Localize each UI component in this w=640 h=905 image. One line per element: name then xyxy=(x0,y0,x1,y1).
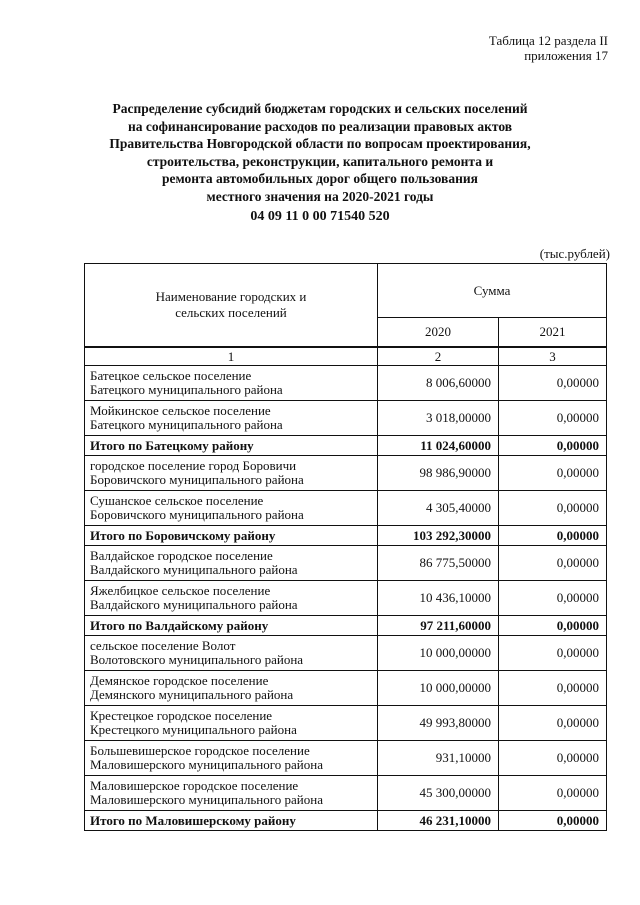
settlement-row xyxy=(85,581,607,616)
amount-2020: 11 024,60000 xyxy=(378,436,499,456)
name-line-1: Демянское городское поселение xyxy=(90,673,269,688)
settlement-row xyxy=(85,366,607,401)
column-number: 2 xyxy=(378,347,499,366)
settlement-row xyxy=(85,401,607,436)
name-line-1: городское поселение город Боровичи xyxy=(90,458,297,473)
amount-2021: 0,00000 xyxy=(499,706,607,741)
amount-2020: 931,10000 xyxy=(378,741,499,776)
amount-2021: 0,00000 xyxy=(499,741,607,776)
name-line-1: Батецкое сельское поселение xyxy=(90,368,252,383)
amount-2020: 4 305,40000 xyxy=(378,491,499,526)
name-line-1: Валдайское городское поселение xyxy=(90,548,273,563)
name-line-1: Итого по Батецкому району xyxy=(90,437,254,453)
district-total-name xyxy=(85,436,378,456)
amount-2021: 0,00000 xyxy=(499,366,607,401)
amount-2020: 103 292,30000 xyxy=(378,526,499,546)
settlement-name xyxy=(85,671,378,706)
amount-2021: 0,00000 xyxy=(499,436,607,456)
subsidy-table xyxy=(84,263,607,831)
name-line-1: Маловишерское городское поселение xyxy=(90,778,299,793)
name-line-2: Боровичского муниципального района xyxy=(90,507,304,522)
name-line-2: Батецкого муниципального района xyxy=(90,417,283,432)
settlement-name xyxy=(85,401,378,436)
title-line: строительства, реконструкции, капитального ремонта и xyxy=(146,153,494,169)
amount-2020: 49 993,80000 xyxy=(378,706,499,741)
table-reference-line-1: Таблица 12 раздела II xyxy=(488,33,608,48)
amount-2020: 86 775,50000 xyxy=(378,546,499,581)
column-header-2021: 2021 xyxy=(499,318,607,348)
title-line: местного значения на 2020-2021 годы xyxy=(206,188,434,204)
name-line-2: Волотовского муниципального района xyxy=(90,652,304,667)
name-line-1: Мойкинское сельское поселение xyxy=(90,403,271,418)
amount-2020: 10 000,00000 xyxy=(378,671,499,706)
table-body xyxy=(85,347,607,831)
district-total-name xyxy=(85,811,378,831)
settlement-row xyxy=(85,706,607,741)
name-line-1: Крестецкое городское поселение xyxy=(90,708,273,723)
name-line-2: Маловишерского муниципального района xyxy=(90,757,323,772)
district-total-row xyxy=(85,526,607,546)
table-header xyxy=(85,264,607,348)
district-total-row xyxy=(85,811,607,831)
name-line-1: Итого по Валдайскому району xyxy=(90,617,269,633)
name-line-2: Маловишерского муниципального района xyxy=(90,792,323,807)
column-header-sum: Сумма xyxy=(378,264,607,318)
settlement-row xyxy=(85,491,607,526)
amount-2021: 0,00000 xyxy=(499,616,607,636)
settlement-name xyxy=(85,706,378,741)
amount-2021: 0,00000 xyxy=(499,491,607,526)
amount-2021: 0,00000 xyxy=(499,401,607,436)
settlement-row xyxy=(85,636,607,671)
settlement-row xyxy=(85,741,607,776)
settlement-name xyxy=(85,776,378,811)
settlement-name xyxy=(85,581,378,616)
district-total-name xyxy=(85,526,378,546)
column-header-2020: 2020 xyxy=(378,318,499,348)
amount-2021: 0,00000 xyxy=(499,526,607,546)
name-line-1: Яжелбицкое сельское поселение xyxy=(90,583,271,598)
settlement-name xyxy=(85,491,378,526)
column-header-name-line-2: сельских поселений xyxy=(175,305,287,320)
name-line-1: Итого по Маловишерскому району xyxy=(90,812,296,828)
amount-2020: 46 231,10000 xyxy=(378,811,499,831)
name-line-1: Итого по Боровичскому району xyxy=(90,527,276,543)
district-total-row xyxy=(85,436,607,456)
amount-2021: 0,00000 xyxy=(499,776,607,811)
amount-2020: 3 018,00000 xyxy=(378,401,499,436)
settlement-row xyxy=(85,546,607,581)
name-line-1: сельское поселение Волот xyxy=(90,638,236,653)
title-line: на софинансирование расходов по реализации правовых актов xyxy=(127,118,513,134)
amount-2020: 45 300,00000 xyxy=(378,776,499,811)
amount-2020: 97 211,60000 xyxy=(378,616,499,636)
column-header-name-line-1: Наименование городских и xyxy=(155,289,307,304)
table-reference xyxy=(489,33,608,63)
amount-2021: 0,00000 xyxy=(499,671,607,706)
amount-2020: 8 006,60000 xyxy=(378,366,499,401)
amount-2021: 0,00000 xyxy=(499,456,607,491)
amount-2021: 0,00000 xyxy=(499,811,607,831)
settlement-name xyxy=(85,741,378,776)
settlement-row xyxy=(85,456,607,491)
settlement-name xyxy=(85,366,378,401)
units-label: (тыс.рублей) xyxy=(539,246,610,261)
name-line-2: Боровичского муниципального района xyxy=(90,472,304,487)
name-line-2: Крестецкого муниципального района xyxy=(90,722,297,737)
settlement-row xyxy=(85,671,607,706)
column-number: 3 xyxy=(499,347,607,366)
settlement-row xyxy=(85,776,607,811)
title-line: Распределение субсидий бюджетам городских и сельских поселений xyxy=(112,101,528,116)
budget-classification-code: 04 09 11 0 00 71540 520 xyxy=(250,209,390,224)
column-number-row xyxy=(85,347,607,366)
amount-2020: 10 000,00000 xyxy=(378,636,499,671)
name-line-2: Валдайского муниципального района xyxy=(90,597,298,612)
name-line-2: Демянского муниципального района xyxy=(90,687,294,702)
document-title xyxy=(40,100,600,205)
amount-2021: 0,00000 xyxy=(499,546,607,581)
amount-2021: 0,00000 xyxy=(499,581,607,616)
title-line: ремонта автомобильных дорог общего пользования xyxy=(162,171,478,186)
settlement-name xyxy=(85,636,378,671)
name-line-1: Сушанское сельское поселение xyxy=(90,493,264,508)
district-total-name xyxy=(85,616,378,636)
settlement-name xyxy=(85,456,378,491)
name-line-2: Валдайского муниципального района xyxy=(90,562,298,577)
name-line-1: Большевишерское городское поселение xyxy=(90,743,310,758)
title-line: Правительства Новгородской области по вопросам проектирования, xyxy=(109,136,531,151)
column-number: 1 xyxy=(85,347,378,366)
district-total-row xyxy=(85,616,607,636)
column-header-name xyxy=(85,264,378,348)
settlement-name xyxy=(85,546,378,581)
table-reference-line-2: приложения 17 xyxy=(524,48,608,63)
amount-2020: 10 436,10000 xyxy=(378,581,499,616)
amount-2021: 0,00000 xyxy=(499,636,607,671)
amount-2020: 98 986,90000 xyxy=(378,456,499,491)
name-line-2: Батецкого муниципального района xyxy=(90,382,283,397)
